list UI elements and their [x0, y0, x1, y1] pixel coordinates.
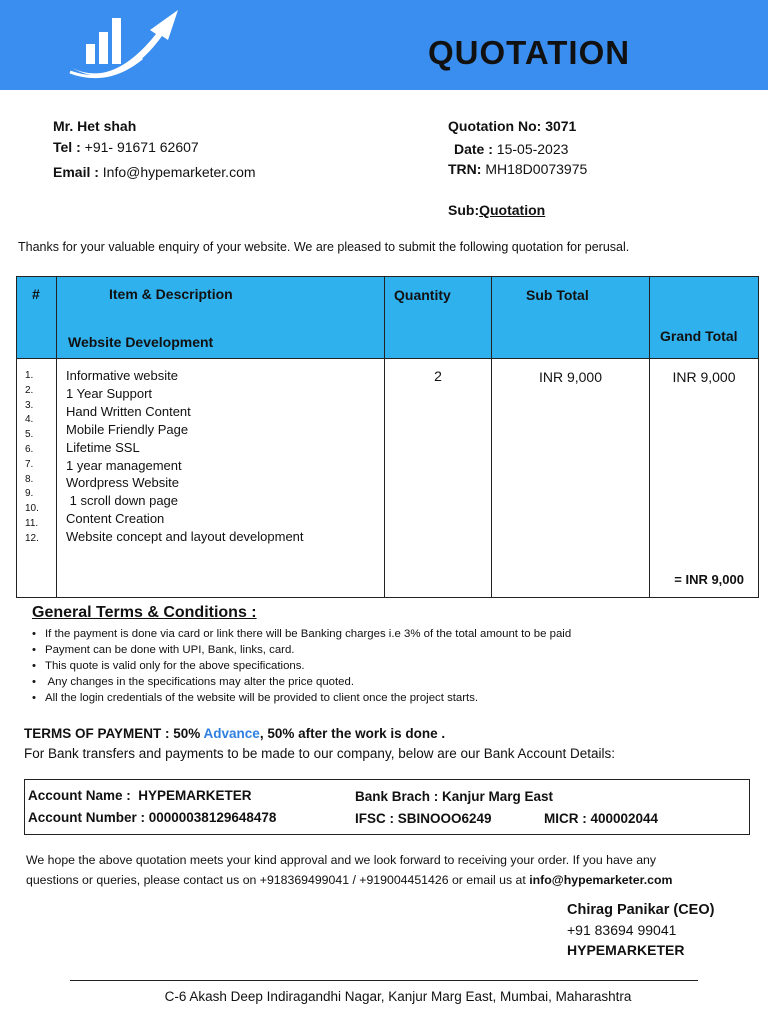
- client-email: [53, 164, 256, 180]
- list-item: • Any changes in the specifications may alter the price quoted.: [28, 675, 758, 691]
- tel-label: Tel :: [53, 139, 81, 155]
- closing-text: [26, 851, 761, 890]
- header-quantity: Quantity: [385, 277, 492, 359]
- signatory-phone: +91 83694 99041: [567, 922, 677, 938]
- list-item: Hand Written Content: [66, 403, 191, 419]
- signatory-company: HYPEMARKETER: [567, 942, 685, 958]
- quotation-no-value: 3071: [545, 118, 577, 134]
- list-item: • If the payment is done via card or link there will be Banking charges i.e 3% of the total amount to be paid: [28, 627, 758, 643]
- signatory-name: Chirag Panikar (CEO): [567, 902, 715, 918]
- header-subtotal: Sub Total: [492, 277, 650, 359]
- contact-email: info@hypemarketer.com: [529, 872, 673, 887]
- quotation-number: [448, 118, 576, 134]
- terms-list: [28, 627, 758, 707]
- bank-branch: Bank Brach : Kanjur Marg East: [355, 789, 554, 804]
- num-column: [17, 359, 57, 598]
- bank-note: For Bank transfers and payments to be made to our company, below are our Bank Account Details:: [24, 746, 616, 761]
- list-item: Website concept and layout development: [66, 529, 304, 545]
- trn-value: MH18D0073975: [485, 161, 588, 177]
- payment-suffix: , 50% after the work is done .: [259, 726, 446, 741]
- quantity-cell: 2: [385, 359, 492, 598]
- header-grand-total: Grand Total: [650, 277, 759, 359]
- terms-title: General Terms & Conditions :: [32, 604, 257, 621]
- bar-chart-arrow-logo: [68, 6, 183, 84]
- list-item: Mobile Friendly Page: [66, 421, 189, 437]
- list-item: • This quote is valid only for the above specifications.: [28, 659, 758, 675]
- description-column: [57, 359, 385, 598]
- list-item: Wordpress Website: [66, 475, 179, 491]
- subject-value: Quotation: [479, 202, 546, 218]
- trn-label: TRN:: [448, 161, 482, 177]
- subject: [448, 202, 545, 218]
- client-tel: [53, 139, 199, 155]
- date-value: 15-05-2023: [496, 141, 569, 157]
- bank-details-box: [24, 779, 750, 835]
- total-amount: = INR 9,000: [674, 572, 744, 587]
- advance-text: Advance: [203, 726, 260, 741]
- list-item: Lifetime SSL: [66, 439, 140, 455]
- email-value: Info@hypemarketer.com: [102, 164, 256, 180]
- payment-prefix: TERMS OF PAYMENT : 50%: [24, 726, 204, 741]
- list-item: 1 year management: [66, 457, 182, 473]
- grand-total-cell: INR 9,000 = INR 9,000: [650, 359, 759, 598]
- client-name: Mr. Het shah: [53, 118, 137, 134]
- trn: [448, 161, 587, 177]
- item-list: [57, 359, 384, 546]
- list-item: • Payment can be done with UPI, Bank, links, card.: [28, 643, 758, 659]
- subtotal-cell: INR 9,000: [492, 359, 650, 598]
- quotation-no-label: Quotation No:: [448, 118, 542, 134]
- list-item: • All the login credentials of the website will be provided to client once the project starts.: [28, 691, 758, 707]
- subject-label: Sub:: [448, 202, 480, 218]
- footer-divider: [70, 980, 698, 981]
- list-item: Content Creation: [66, 511, 165, 527]
- account-name: Account Name : HYPEMARKETER: [28, 788, 252, 803]
- tel-value: +91- 91671 62607: [84, 139, 199, 155]
- date-label: Date :: [454, 141, 493, 157]
- email-label: Email :: [53, 164, 99, 180]
- number-list: 1. 2. 3. 4. 5. 6. 7. 8. 9. 10. 11. 12.: [25, 370, 39, 544]
- payment-terms: [24, 726, 445, 741]
- item-header-subtitle: Website Development: [68, 334, 214, 350]
- closing-line-2: questions or queries, please contact us on +918369499041 / +919004451426 or email us at info@hypemarketer.com: [26, 872, 673, 887]
- list-item: 1 Year Support: [66, 385, 153, 401]
- list-item: 1 scroll down page: [66, 493, 179, 509]
- items-table: [16, 276, 759, 598]
- item-header-label: Item & Description: [109, 286, 233, 302]
- page-title: QUOTATION: [428, 34, 631, 71]
- header-num: #: [17, 277, 57, 359]
- account-number: Account Number : 00000038129648478: [28, 810, 277, 825]
- footer-address: C-6 Akash Deep Indiragandhi Nagar, Kanjur Marg East, Mumbai, Maharashtra: [164, 989, 632, 1004]
- ifsc-code: IFSC : SBINOOO6249: [355, 811, 492, 826]
- quotation-date: [454, 141, 568, 157]
- micr-code: MICR : 400002044: [544, 811, 659, 826]
- header-item: [57, 277, 385, 359]
- closing-line-1: We hope the above quotation meets your kind approval and we look forward to receiving your order. If you have any: [26, 853, 657, 867]
- list-item: Informative website: [66, 368, 178, 383]
- intro-text: Thanks for your valuable enquiry of your website. We are pleased to submit the following quotation for perusal.: [18, 240, 630, 254]
